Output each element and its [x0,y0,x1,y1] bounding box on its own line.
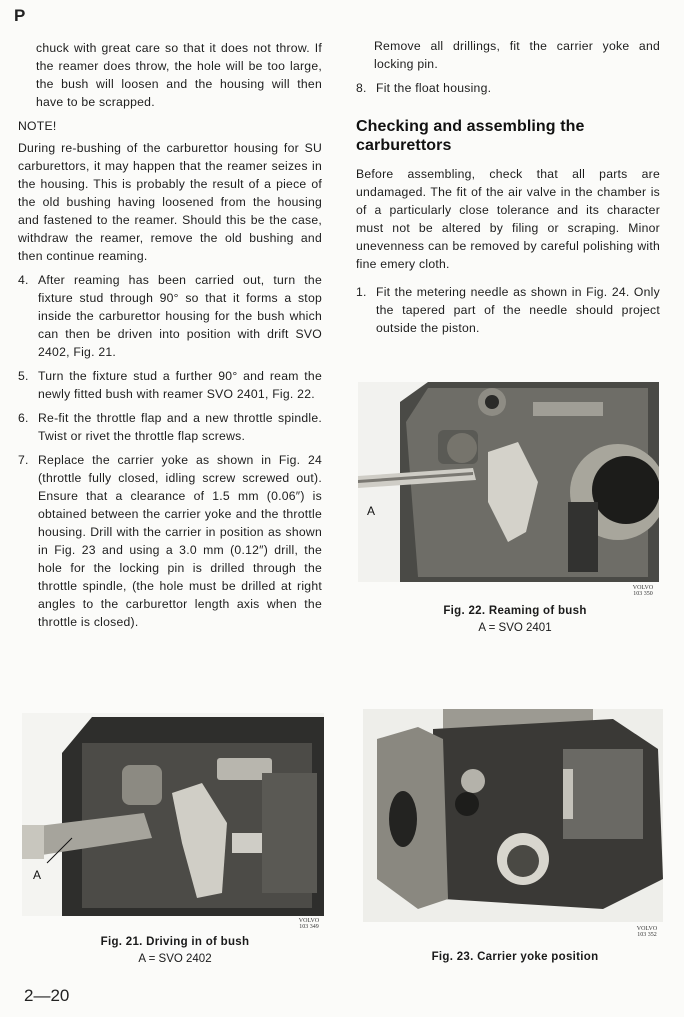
note-paragraph: During re-bushing of the carburettor housing for SU carburettors, it may happen that the reamer seizes in the housing. This is probably the result of a piece of the old bushing having loosened from the housing and fastened to the reamer. Should this be the case, withdraw the reamer, remove the old bushing and then continue reaming. [18,141,322,263]
step-text: Turn the fixture stud a further 90° and ream the newly fitted bush with reamer SVO 2401, Fig. 22. [38,369,322,401]
right-column [356,37,660,343]
fig23-caption [370,949,660,966]
fig21-label-a: A [33,868,42,882]
fig22-caption [370,603,660,637]
step-number: 5. [18,369,29,383]
volvo-mark-line2: 103 352 [637,932,657,938]
step-number: 7. [18,453,29,467]
intro-paragraph: chuck with great care so that it does not throw. If the reamer does throw, the hole will be too large, the bush will loosen and the housing will then have to be scrapped. [36,41,322,109]
assembly-intro-paragraph: Before assembling, check that all parts are undamaged. The fit of the air valve in the chamber is of a particularly close tolerance and its character must not be altered by filing or scraping. Minor unevenness can be removed by careful polishing with fine emery cloth. [356,167,660,271]
step-text: Replace the carrier yoke as shown in Fig. 24 (throttle fully closed, idling screw screwed out). Ensure that a clearance of 1.5 mm (0.06″) is obtained between the carrier yoke and the throttle housing. Drill with the carrier in position as shown in Fig. 23 and using a 3.0 mm (0.12″) drill, the hole for the locking pin is drilled through the throttle spindle, (the hole must be drilled at right angles to the carburettor length axis when the throttle is closed). [38,453,322,629]
fig22-caption-sub: A = SVO 2401 [478,622,552,634]
step-text: Fit the metering needle as shown in Fig. 24. Only the tapered part of the needle should project outside the piston. [376,285,660,335]
step-5 [18,367,322,403]
fig22-photo [358,382,659,582]
section-heading: Checking and assembling the carburettors [356,118,585,154]
left-column [18,39,322,637]
fig21-caption-title: Fig. 21. Driving in of bush [100,936,250,948]
fig21-volvo-mark [294,918,324,930]
fig23-caption-title: Fig. 23. Carrier yoke position [431,951,599,963]
step-text: Fit the float housing. [376,81,492,95]
step-number: 8. [356,81,367,95]
continuation-paragraph: Remove all drillings, fit the carrier yoke and locking pin. [374,39,660,71]
fig22-label-a: A [367,504,376,518]
step-number: 6. [18,411,29,425]
step-number: 1. [356,285,367,299]
volvo-mark-line2: 103 349 [299,924,319,930]
step-1 [356,283,660,337]
step-8 [356,79,660,97]
volvo-mark-line1: VOLVO [636,926,658,932]
page-number: 2—20 [24,986,70,1005]
fig21-photo [22,713,324,916]
fig22-volvo-mark [628,585,658,597]
section-mark: P [14,6,26,25]
step-4 [18,271,322,361]
step-6 [18,409,322,445]
fig21-caption-sub: A = SVO 2402 [138,953,212,965]
step-number: 4. [18,273,29,287]
volvo-mark-line1: VOLVO [632,585,654,591]
volvo-mark-line1: VOLVO [298,918,320,924]
volvo-mark-line2: 103 350 [633,591,653,597]
note-label: NOTE! [18,119,57,133]
step-7 [18,451,322,631]
fig23-photo [363,709,663,922]
step-text: After reaming has been carried out, turn the fixture stud through 90° so that it forms a stop inside the carburettor housing for the bush which can then be driven into position with drift SVO 2402, Fig. 21. [38,273,322,359]
fig22-caption-title: Fig. 22. Reaming of bush [443,605,587,617]
fig23-volvo-mark [632,926,662,938]
step-text: Re-fit the throttle flap and a new throttle spindle. Twist or rivet the throttle flap screws. [38,411,322,443]
fig21-caption [30,934,320,968]
